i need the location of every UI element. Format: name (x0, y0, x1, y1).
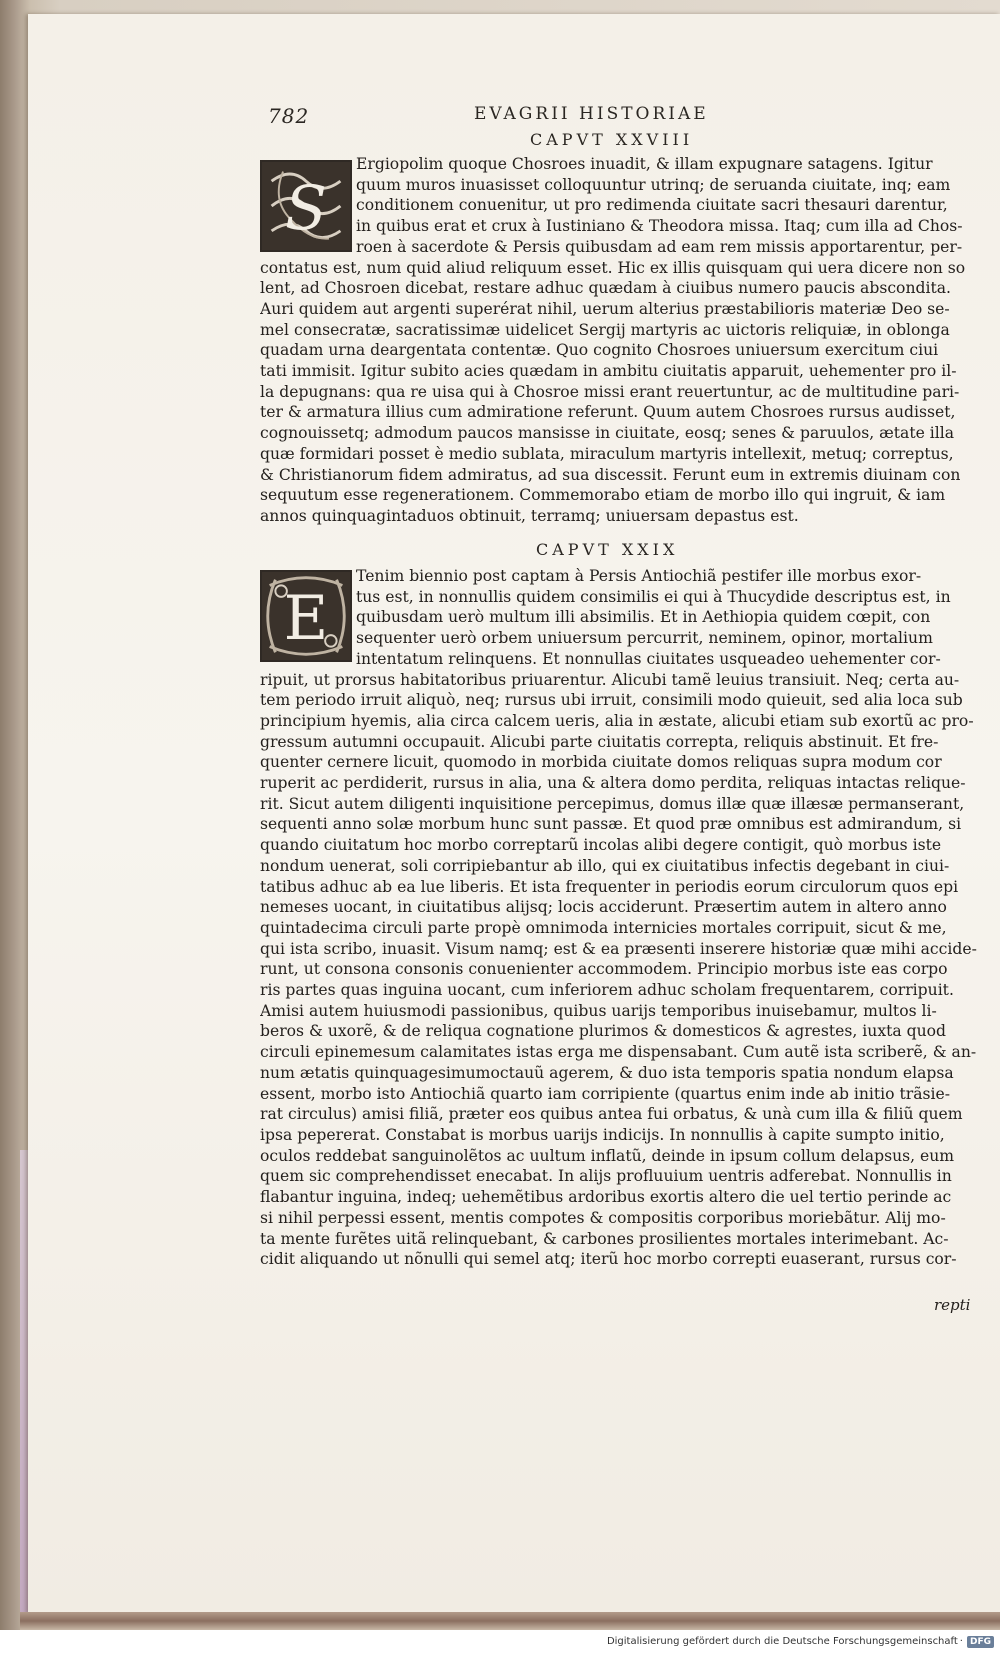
text-line: mel consecratæ, sacratissimæ uidelicet Sergij martyris ac uictoris reliquiæ, in oblonga (260, 320, 950, 339)
catchword: repti (934, 1296, 971, 1314)
running-head: EVAGRII HISTORIAE (474, 104, 709, 124)
text-line: num ætatis quinquagesimumoctauũ agerem, & duo ista temporis spatia nondum elapsa (260, 1063, 954, 1082)
text-line: quæ formidari posset è medio sublata, miraculum martyris intellexit, metuq; correptus, (260, 444, 954, 463)
page-bottom-edge (20, 1612, 1000, 1630)
chapter-28-heading: CAPVT XXVIII (530, 130, 694, 149)
text-line: in quibus erat et crux à Iustiniano & Theodora missa. Itaq; cum illa ad Chos- (356, 217, 963, 236)
text-line: lent, ad Chosroen dicebat, restare adhuc quædam à ciuibus numero paucis abscondita. (260, 279, 951, 298)
text-line: rat circulus) amisi filiã, præter eos quibus antea fui orbatus, & unà cum illa & filiũ quem (260, 1105, 963, 1124)
svg-text:E: E (283, 582, 329, 654)
text-line: si nihil perpessi essent, mentis compotes & compositis corporibus moriebãtur. Alij mo- (260, 1208, 946, 1227)
text-line: cognouissetq; admodum paucos mansisse in ciuitate, eosq; senes & paruulos, ætate illa (260, 424, 955, 443)
text-line: sequenti anno solæ morbum hunc sunt passæ. Et quod præ omnibus est admirandum, si (260, 815, 962, 834)
text-line: sequutum esse regenerationem. Commemorabo etiam de morbo illo qui ingruit, & iam (260, 486, 946, 505)
text-line: annos quinquagintaduos obtinuit, terramq; uniuersam depastus est. (260, 506, 799, 525)
text-line: oculos reddebat sanguinolẽtos ac uultum inflatũ, deinde in ipsum collum delapsus, eum (260, 1146, 955, 1165)
text-line: ripuit, ut prorsus habitatoribus priuarentur. Alicubi tamẽ leuius transiuit. Neq; certa au- (260, 670, 960, 689)
text-line: tati immisit. Igitur subito acies quædam in ambitu ciuitatis apparuit, uehementer pro il- (260, 362, 957, 381)
text-line: nondum uenerat, soli corripiebantur ab illo, qui ex ciuitatibus infectis degebant in ciui- (260, 856, 950, 875)
text-line: la depugnans: qua re uisa qui à Chosroe missi erant reuertuntur, ac de multitudine pari- (260, 382, 960, 401)
chapter-29-heading: CAPVT XXIX (536, 540, 679, 559)
text-line: quenter cernere licuit, quomodo in morbida ciuitate domos reliquas supra modum cor (260, 753, 942, 772)
text-line: ruperit ac perdiderit, rursus in alia, una & altera domo perdita, reliquas intactas relique- (260, 774, 966, 793)
chapter-28-body (260, 154, 978, 527)
svg-text:S: S (285, 172, 327, 244)
chapter-29-body (260, 566, 978, 1270)
text-line: conditionem conuenitur, ut pro redimenda ciuitate sacri thesauri darentur, (356, 196, 948, 215)
digitization-footer: Digitalisierung gefördert durch die Deutsche Forschungsgemeinschaft · DFG (0, 1630, 1000, 1653)
text-line: gressum autumni occupauit. Alicubi parte ciuitatis correpta, reliquis abstinuit. Et fre- (260, 732, 939, 751)
text-line: runt, ut consona consonis conuenienter accommodem. Principio morbus iste eas corpo (260, 960, 948, 979)
text-line: flabantur inguina, indeq; uehemẽtibus ardoribus exortis altero die uel tertio perinde ac (260, 1188, 952, 1207)
text-line: nemeses uocant, in ciuitatibus alijsq; locis acciderunt. Præsertim autem in altero anno (260, 898, 947, 917)
text-line: ta mente furẽtes uitã relinquebant, & carbones prosilientes mortales interimebant. Ac- (260, 1229, 949, 1248)
text-line: ris partes quas inguina uocant, cum inferiorem adhuc scholam frequentarem, corripuit. (260, 981, 954, 1000)
dfg-logo-icon: DFG (967, 1636, 994, 1648)
text-line: tatibus adhuc ab ea lue liberis. Et ista frequenter in periodis eorum circulorum quos epi (260, 877, 959, 896)
text-line: qui ista scribo, inuasit. Visum namq; est & ea præsenti inserere historiæ quæ mihi accide- (260, 939, 977, 958)
text-line: quem sic comprehendisset enecabat. In alijs profluuium uentris adferebat. Nonnullis in (260, 1167, 952, 1186)
text-line: intentatum relinquens. Et nonnullas ciuitates usqueadeo uehementer cor- (356, 649, 941, 668)
footer-credit: Digitalisierung gefördert durch die Deutsche Forschungsgemeinschaft (606, 1636, 958, 1647)
text-line: tem periodo irruit aliquò, neq; rursus ubi irruit, consimili modo quieuit, sed alia loca sub (260, 691, 963, 710)
text-line: roen à sacerdote & Persis quibusdam ad eam rem missis apportarentur, per- (356, 237, 963, 256)
text-line: rit. Sicut autem diligenti inquisitione percepimus, domus illæ quæ illæsæ permanserant, (260, 794, 965, 813)
text-line: & Christianorum fidem admiratus, ad sua discessit. Ferunt eum in extremis diuinam con (260, 465, 961, 484)
text-line: Amisi autem huiusmodi passionibus, quibus uarijs temporibus inuisebamur, multos li- (260, 1001, 937, 1020)
text-line: ter & armatura illius cum admiratione referunt. Quum autem Chosroes rursus audisset, (260, 403, 956, 422)
text-line: ipsa pepererat. Constabat is morbus uarijs indicijs. In nonnullis à capite sumpto initio, (260, 1125, 945, 1144)
text-line: tus est, in nonnullis quidem consimilis ei qui à Thucydide descriptus est, in (356, 587, 951, 606)
text-line: quum muros inuasisset colloquuntur utrinq; de seruanda ciuitate, inq; eam (356, 175, 951, 194)
text-line: sequenter uerò orbem uniuersum percurrit, neminem, opinor, mortalium (356, 629, 933, 648)
text-line: Tenim biennio post captam à Persis Antiochiã pestifer ille morbus exor- (356, 567, 922, 585)
text-line: quadam urna deargentata contentæ. Quo cognito Chosroes uniuersum exercitum ciui (260, 341, 939, 360)
text-line: principium hyemis, alia circa calcem ueris, alia in æstate, alicubi etiam sub exortũ ac pro- (260, 711, 974, 730)
text-line: quando ciuitatum hoc morbo correptarũ incolas alibi degere contigit, quò morbus iste (260, 836, 942, 855)
text-line: beros & uxorẽ, & de reliqua cognatione plurimos & domesticos & agrestes, iuxta quod (260, 1022, 947, 1041)
text-line: quibusdam uerò multum illi absimilis. Et in Aethiopia quidem cœpit, con (356, 608, 931, 627)
text-line: Ergiopolim quoque Chosroes inuadit, & illam expugnare satagens. Igitur (356, 155, 933, 173)
text-line: cidit aliquando ut nõnulli qui semel atq; iterũ hoc morbo correpti euaserant, rursus cor- (260, 1250, 957, 1269)
text-line: Auri quidem aut argenti superérat nihil, uerum alterius præstabilioris materiæ Deo se- (260, 299, 950, 318)
page-number: 782 (268, 104, 310, 128)
text-line: circuli epinemesum calamitates istas erga me dispensabant. Cum autẽ ista scriberẽ, & an- (260, 1043, 977, 1062)
text-line: contatus est, num quid aliud reliquum esset. Hic ex illis quisquam qui uera dicere non so (260, 258, 966, 277)
text-line: essent, morbo isto Antiochiã quarto iam corripiente (quartus enim inde ab initio trãsie- (260, 1084, 951, 1103)
text-line: quintadecima circuli parte propè omnimoda internicies mortales corripuit, sicut & me, (260, 918, 947, 937)
